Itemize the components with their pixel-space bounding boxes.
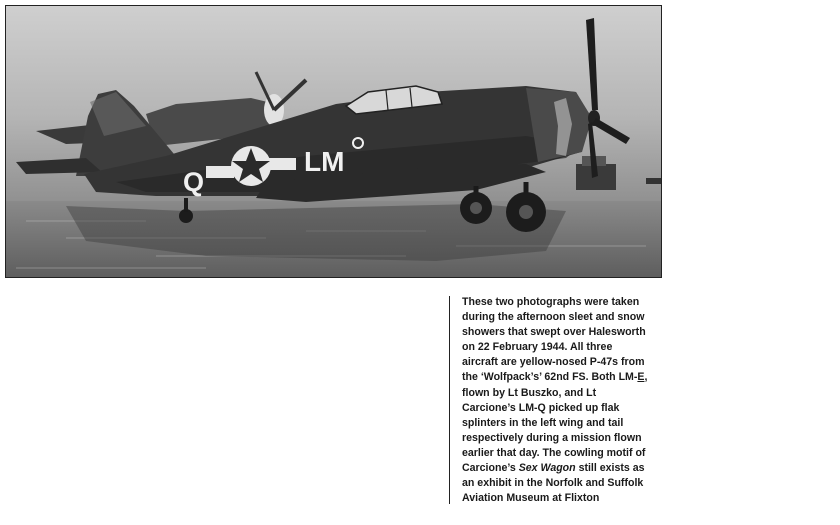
insignia-bar	[206, 166, 234, 178]
caption-italic-name: Sex Wagon	[518, 462, 576, 475]
insignia-bar	[268, 158, 296, 170]
caption-line: an exhibit in the Norfolk and Suffolk	[462, 477, 644, 490]
aircraft-code-right: LM	[304, 146, 345, 177]
aircraft-code-left: Q	[183, 167, 205, 197]
caption-line	[462, 461, 672, 476]
caption-line: flown by Lt Buszko, and Lt	[462, 386, 597, 399]
caption-text: still exists as	[575, 462, 645, 475]
caption-line: aircraft are yellow-nosed P-47s from	[462, 356, 645, 369]
caption-line: splinters in the left wing and tail	[462, 416, 624, 429]
caption-text: Carcione’s	[462, 462, 519, 475]
caption-line: on 22 February 1944. All three	[462, 341, 613, 354]
caption-line: Aviation Museum at Flixton	[462, 492, 600, 505]
caption-line	[462, 370, 672, 385]
caption-text: the ‘Wolfpack’s’ 62nd FS. Both LM-	[462, 371, 638, 384]
photo-caption	[462, 295, 672, 506]
caption-line: Carcione’s LM-Q picked up flak	[462, 401, 620, 414]
aircraft-photo-illustration	[6, 6, 661, 277]
caption-line: These two photographs were taken	[462, 296, 640, 308]
caption-rule	[449, 296, 450, 504]
caption-line: earlier that day. The cowling motif of	[462, 446, 646, 459]
caption-line: respectively during a mission flown	[462, 431, 642, 444]
caption-underlined-letter: E	[637, 371, 645, 384]
caption-line: showers that swept over Halesworth	[462, 326, 646, 339]
caption-line: during the afternoon sleet and snow	[462, 311, 645, 324]
aircraft-photo	[5, 5, 662, 278]
caption-text: ,	[644, 371, 648, 384]
